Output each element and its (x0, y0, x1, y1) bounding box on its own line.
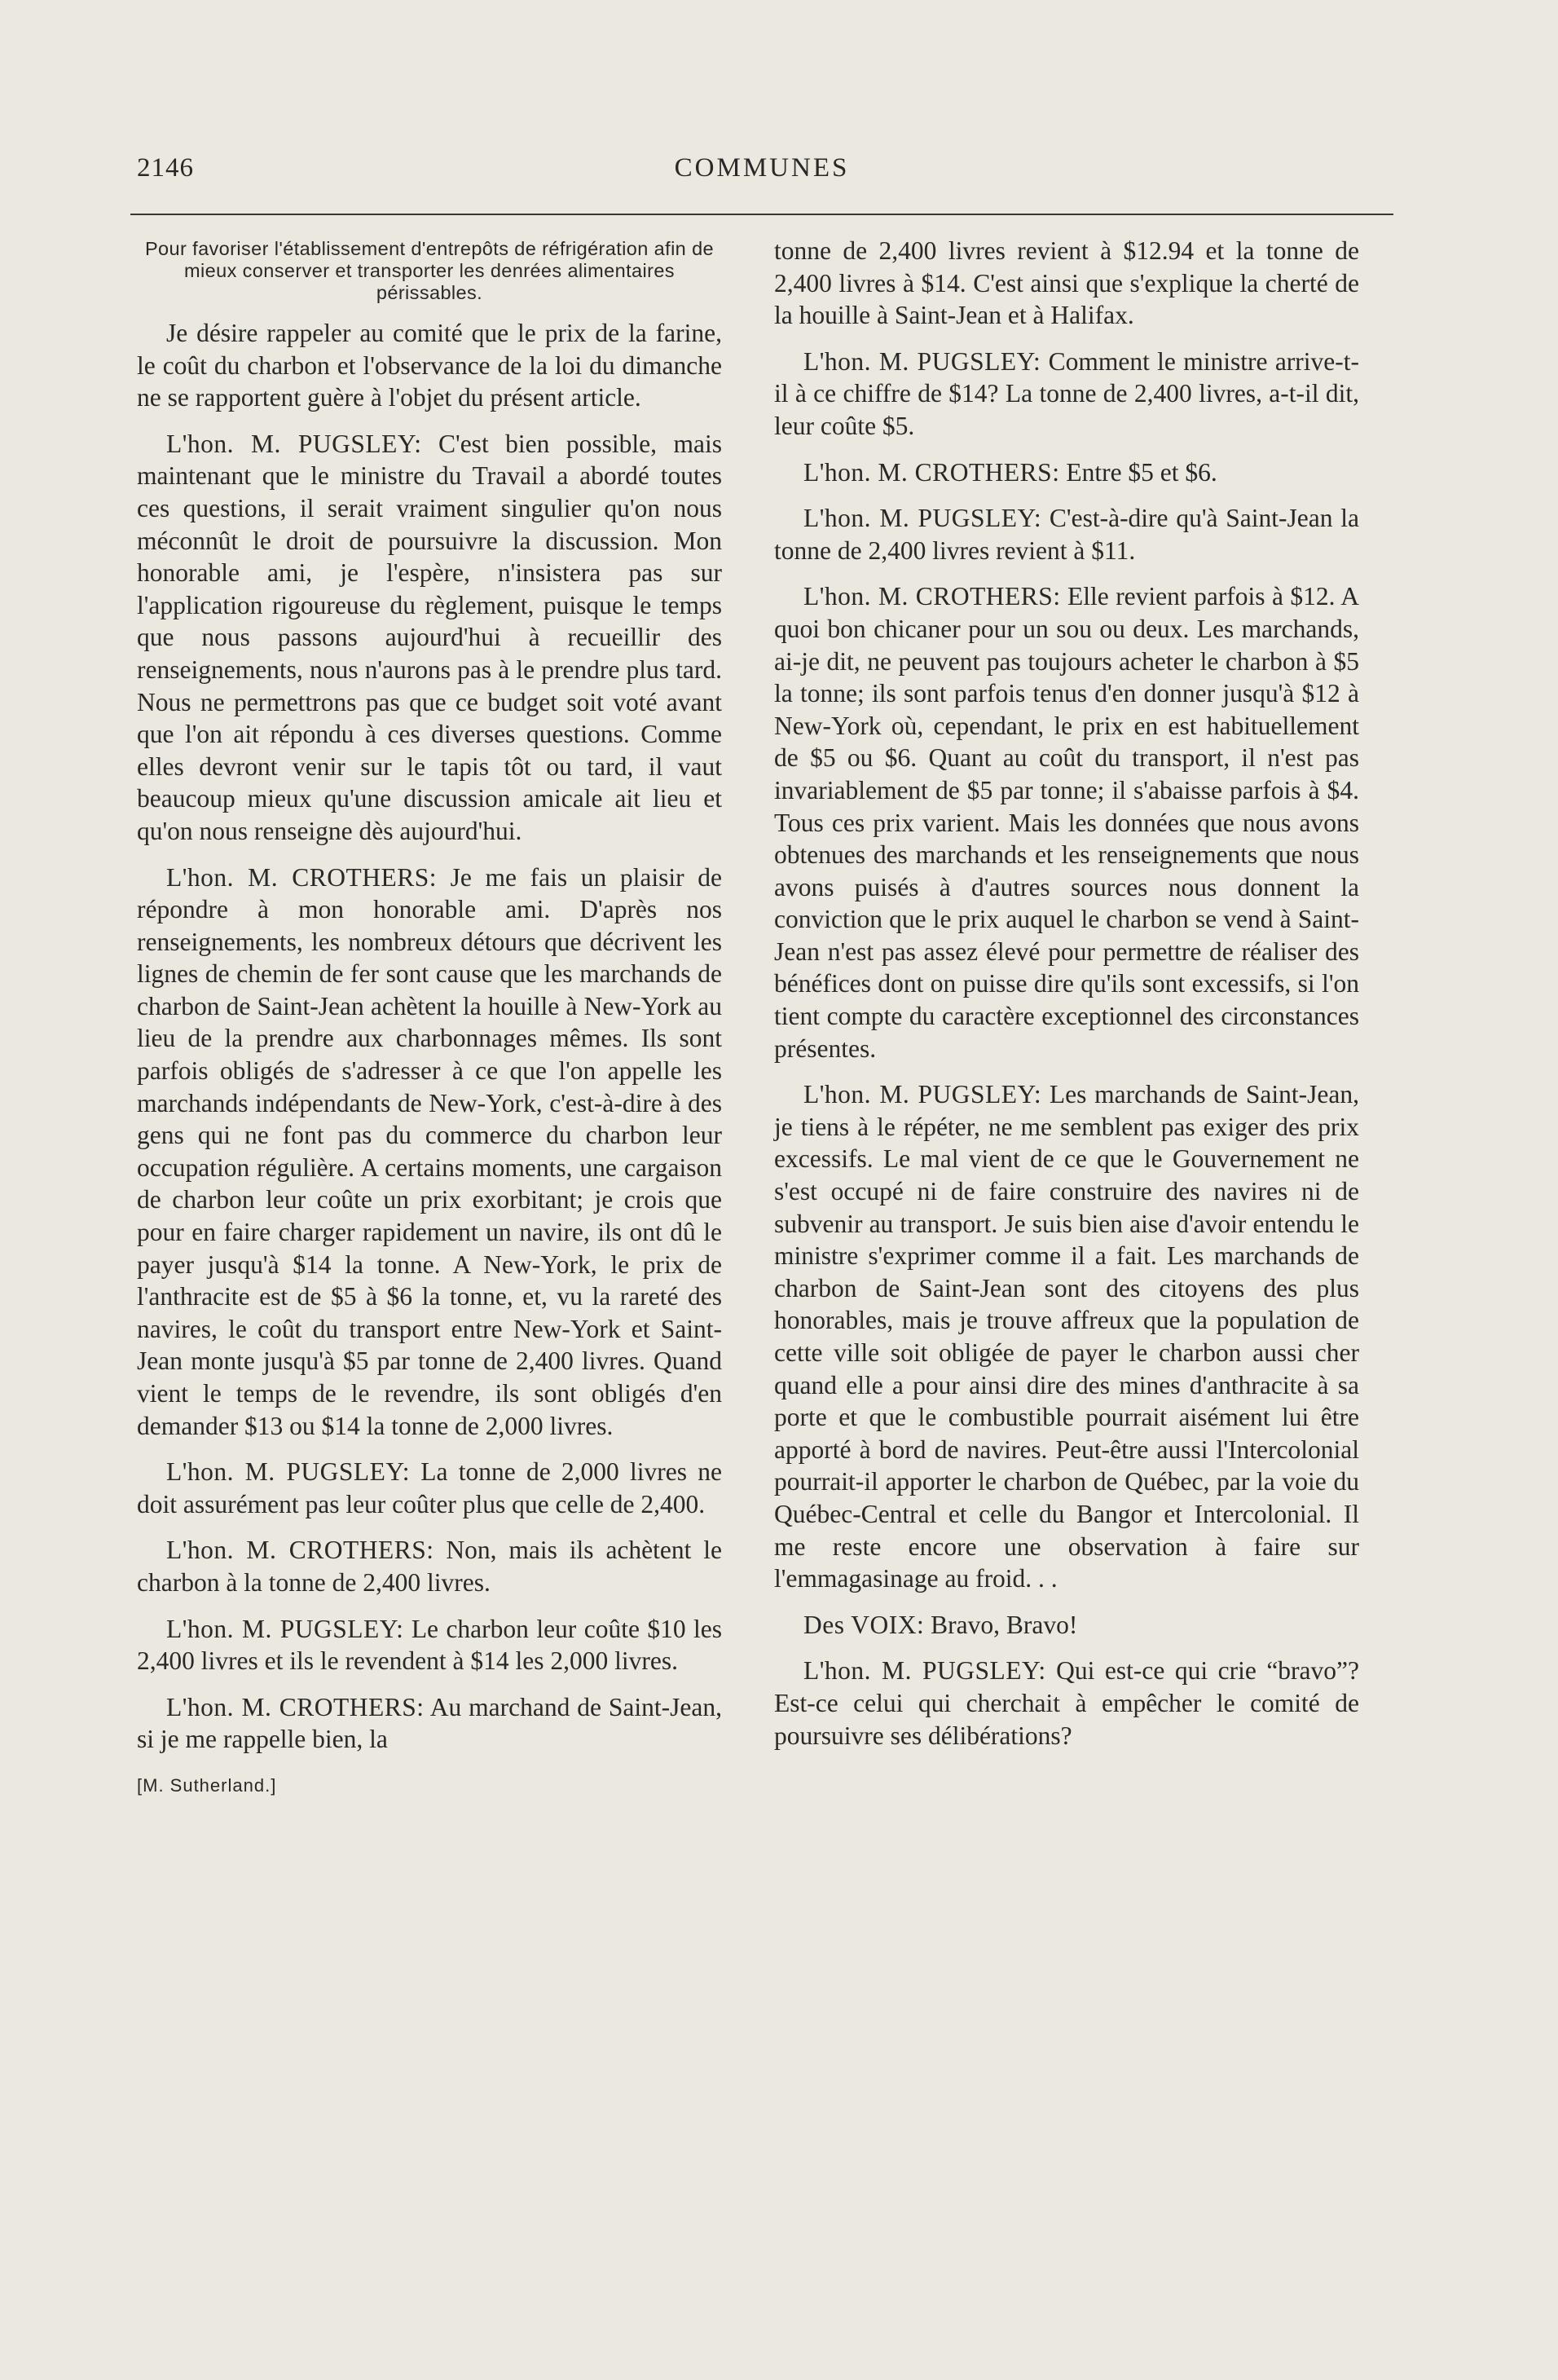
speaker-name: L'hon. M. CROTHERS: (803, 457, 1060, 487)
speaker-name: L'hon. M. CROTHERS: (166, 1536, 434, 1565)
speaker-name: L'hon. M. PUGSLEY: (803, 1656, 1046, 1686)
paragraph-text: Je désire rappeler au comité que le prix de la farine, le coût du charbon et l'observance de la loi du dimanche ne se rapportent guère à l'objet du présent article. (137, 319, 722, 412)
speaker-name: Des VOIX: (803, 1610, 925, 1639)
speaker-name: L'hon. M. PUGSLEY: (803, 1080, 1042, 1109)
paragraph-text: Non, mais ils achètent le charbon à la tonne de 2,400 livres. (137, 1536, 722, 1597)
paragraph-text: Qui est-ce qui crie “bravo”? Est-ce celui qui cherchait à empêcher le comité de poursuivre ses délibérations? (774, 1656, 1359, 1750)
paragraph (137, 317, 722, 414)
paragraph-text: Elle revient parfois à $12. A quoi bon chicaner pour un sou ou deux. Les marchands, ai-je dit, ne peuvent pas toujours acheter le charbon à $5 la tonne; ils sont parfois tenus d'en donner jusqu'à $12 à New-York où, cependant, le prix en est habituellement de $5 ou $6. Quant au coût du transport, il n'est pas invariablement de $5 par tonne; il s'abaisse parfois à $4. Tous ces prix varient. Mais les données que nous avons obtenues des marchands et les renseignements que nous avons puisés à d'autres sources nous donnent la conviction que le prix auquel le charbon se vend à Saint-Jean n'est pas assez élevé pour permettre de réaliser des bénéfices dont on puisse dire qu'ils sont excessifs, si l'on tient compte du caractère exceptionnel des circonstances présentes. (774, 582, 1359, 1063)
paragraph (137, 1613, 722, 1677)
speaker-name: L'hon. M. PUGSLEY: (166, 1457, 411, 1487)
speaker-footnote: [M. Sutherland.] (137, 1774, 277, 1796)
paragraph-text: Les marchands de Saint-Jean, je tiens à le répéter, ne me semblent pas exiger des prix excessifs. Le mal vient de ce que le Gouvernement ne s'est occupé ni de faire construire des navires ni de subvenir au transport. Je suis bien aise d'avoir entendu le ministre s'exprimer comme il a fait. Les marchands de charbon de Saint-Jean sont des citoyens des plus honorables, mais je trouve affreux que la population de cette ville soit obligée de payer le charbon aussi cher quand elle a pour ainsi dire des mines d'anthracite à sa porte et que le combustible pourrait aisément lui être apporté à bord de navires. Peut-être aussi l'Intercolonial pourrait-il apporter le charbon de Québec, par la voie du Québec-Central et celle du Bangor et Intercolonial. Il me reste encore une observation à faire sur l'emmagasinage au froid. . . (774, 1080, 1359, 1593)
running-title: COMMUNES (674, 153, 850, 183)
paragraph-text: C'est-à-dire qu'à Saint-Jean la tonne de 2,400 livres revient à $11. (774, 504, 1359, 565)
speaker-name: L'hon. M. CROTHERS: (166, 862, 437, 892)
paragraph-text: Le charbon leur coûte $10 les 2,400 livres et ils le revendent à $14 les 2,000 livres. (137, 1614, 722, 1676)
paragraph (774, 1609, 1359, 1642)
paragraph (137, 1534, 722, 1598)
paragraph-text: Au marchand de Saint-Jean, si je me rappelle bien, la (137, 1692, 722, 1754)
paragraph (774, 502, 1359, 566)
speaker-name: L'hon. M. PUGSLEY: (803, 504, 1042, 533)
speaker-name: L'hon. M. CROTHERS: (803, 582, 1061, 611)
paragraph (137, 428, 722, 848)
paragraph-text: Bravo, Bravo! (931, 1610, 1078, 1639)
paragraph (774, 1655, 1359, 1752)
paragraph (774, 456, 1359, 489)
speaker-name: L'hon. M. CROTHERS: (166, 1692, 425, 1721)
right-column (774, 235, 1359, 1765)
paragraph-text: C'est bien possible, mais maintenant que le ministre du Travail a abordé toutes ces questions, il serait vraiment singulier qu'on nous méconnût le droit de poursuivre la discussion. Mon honorable ami, je l'espère, n'insistera pas sur l'application rigoureuse du règlement, puisque le temps que nous passons aujourd'hui à recueillir des renseignements, nous n'aurons pas à le prendre plus tard. Nous ne permettrons pas que ce budget soit voté avant que l'on ait répondu à ces diverses questions. Comme elles devront venir sur le tapis tôt ou tard, il vaut beaucoup mieux qu'une discussion amicale ait lieu et qu'on nous renseigne dès aujourd'hui. (137, 429, 722, 845)
paragraph-text: tonne de 2,400 livres revient à $12.94 et la tonne de 2,400 livres à $14. C'est ainsi que s'explique la cherté de la houille à Saint-Jean et à Halifax. (774, 236, 1359, 330)
paragraph-text: Comment le ministre arrive-t-il à ce chiffre de $14? La tonne de 2,400 livres, a-t-il dit, leur coûte $5. (774, 346, 1359, 440)
paragraph (137, 1691, 722, 1756)
speaker-name: L'hon. M. PUGSLEY: (803, 346, 1041, 376)
paragraph (774, 346, 1359, 443)
speaker-name: L'hon. M. PUGSLEY: (166, 429, 422, 458)
left-column (137, 235, 722, 1802)
paragraph-text: Entre $5 et $6. (1066, 457, 1217, 487)
section-heading: Pour favoriser l'établissement d'entrepôts de réfrigération afin de mieux conserver et transporter les denrées alimentaires périssables. (144, 238, 715, 303)
speaker-name: L'hon. M. PUGSLEY: (166, 1614, 404, 1643)
paragraph (137, 1456, 722, 1520)
paragraph (774, 1078, 1359, 1595)
paragraph (774, 235, 1359, 332)
paragraph (774, 580, 1359, 1064)
paragraph-text: La tonne de 2,000 livres ne doit assurément pas leur coûter plus que celle de 2,400. (137, 1457, 722, 1518)
page-number: 2146 (137, 153, 194, 183)
paragraph-text: Je me fais un plaisir de répondre à mon honorable ami. D'après nos renseignements, les nombreux détours que décrivent les lignes de chemin de fer sont cause que les marchands de charbon de Saint-Jean achètent la houille à New-York au lieu de la prendre aux charbonnages mêmes. Ils sont parfois obligés de s'adresser à ce que l'on appelle les marchands indépendants de New-York, c'est-à-dire à des gens qui ne font pas du commerce du charbon leur occupation régulière. A certains moments, une cargaison de charbon leur coûte un prix exorbitant; je crois que pour en faire charger rapidement un navire, ils ont dû le payer jusqu'à $14 la tonne. A New-York, le prix de l'anthracite est de $5 à $6 la tonne, et, vu la rareté des navires, le coût du transport entre New-York et Saint-Jean monte jusqu'à $5 par tonne de 2,400 livres. Quand vient le temps de le revendre, ils sont obligés d'en demander $13 ou $14 la tonne de 2,000 livres. (137, 862, 722, 1440)
header-rule (130, 214, 1393, 215)
page-header (130, 153, 1393, 194)
paragraph (137, 862, 722, 1443)
